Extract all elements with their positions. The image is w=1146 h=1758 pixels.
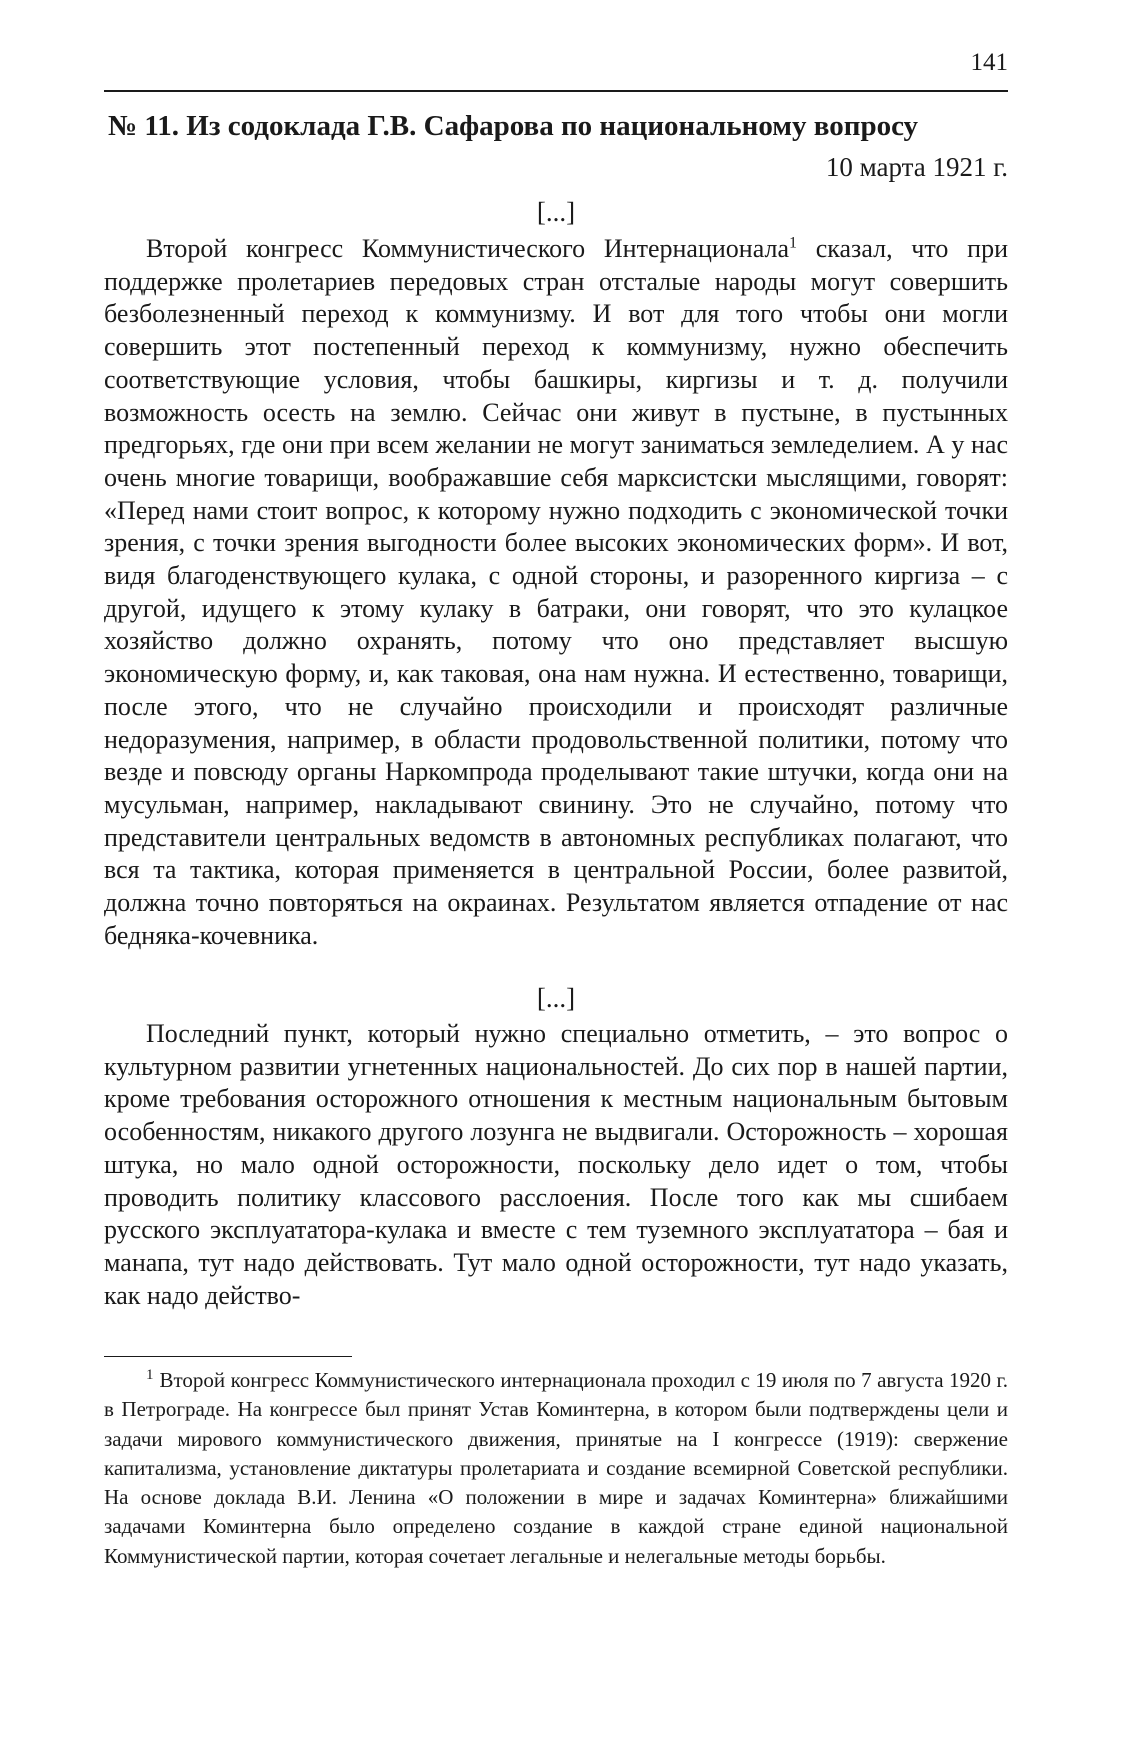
body-paragraph-1 <box>104 233 1008 952</box>
document-title: № 11. Из содоклада Г.В. Сафарова по национальному вопросу <box>108 110 919 142</box>
omission-mark-middle: [...] <box>536 983 576 1013</box>
footnote-reference: 1 <box>788 234 797 252</box>
footnote-separator <box>104 1356 352 1357</box>
body-paragraph-2: Последний пункт, который нужно специально отметить, – это вопрос о культурном развитии угнетенных национальностей. До сих пор в нашей партии, кроме требования осторожного отношения к местным национальным бытовым особенностям, никакого другого лозунга не выдвигали. Осторожность – хорошая штука, но мало одной осторожности, поскольку дело идет о том, чтобы проводить политику классового расслоения. После того как мы сшибаем русского эксплуататора-кулака и вместе с тем туземного эксплуататора – бая и манапа, тут надо действовать. Тут мало одной осторожности, тут надо указать, как надо действо- <box>104 1019 1008 1310</box>
paragraph-1-text-start: Второй конгресс Коммунистического Интернационала <box>146 234 789 263</box>
footnote <box>104 1366 1008 1571</box>
page-number: 141 <box>970 49 1008 76</box>
footnote-number: 1 <box>146 1367 154 1383</box>
header-rule <box>104 90 1008 92</box>
footnote-text: Второй конгресс Коммунистического интернационала проходил с 19 июля по 7 августа 1920 г. в Петрограде. На конгрессе был принят Устав Коминтерна, в котором были подтверждены цели и задачи мирового коммунистического движения, принятые на I конгрессе (1919): свержение капитализма, установление диктатуры пролетариата и создание всемирной Советской республики. На основе доклада В.И. Ленина «О положении в мире и задачах Коминтерна» ближайшими задачами Коминтерна было определено создание в каждой стране единой национальной Коммунистической партии, которая сочетает легальные и нелегальные методы борьбы. <box>104 1368 1008 1568</box>
paragraph-1-text-rest: сказал, что при поддержке пролетариев передовых стран отсталые народы могут совершить безболезненный переход к коммунизму. И вот для того чтобы они могли совершить этот постепенный переход к коммунизму, нужно обеспечить соответствующие условия, чтобы башкиры, киргизы и т. д. получили возможность осесть на землю. Сейчас они живут в пустыне, в пустынных предгорьях, где они при всем желании не могут заниматься земледелием. А у нас очень многие товарищи, воображавшие себя марксистски мыслящими, говорят: «Перед нами стоит вопрос, к которому нужно подходить с экономической точки зрения, с точки зрения выгодности более высоких экономических форм». И вот, видя благоденствующего кулака, с одной стороны, и разоренного киргиза – с другой, идущего к этому кулаку в батраки, они говорят, что это кулацкое хозяйство должно охранять, потому что оно представляет высшую экономическую форму, и, как таковая, она нам нужна. И естественно, товарищи, после этого, что не случайно происходили и происходят различные недоразумения, например, в области продовольственной политики, потому что везде и повсюду органы Наркомпрода проделывают такие штучки, когда они на мусульман, например, накладывают свинину. Это не случайно, потому что представители центральных ведомств в автономных республиках полагают, что вся та тактика, которая применяется в центральной России, более развитой, должна точно повторяться на окраинах. Результатом является отпадение от нас бедняка-кочевника. <box>104 234 1008 950</box>
omission-mark-top: [...] <box>536 197 576 227</box>
document-date: 10 марта 1921 г. <box>825 152 1008 182</box>
